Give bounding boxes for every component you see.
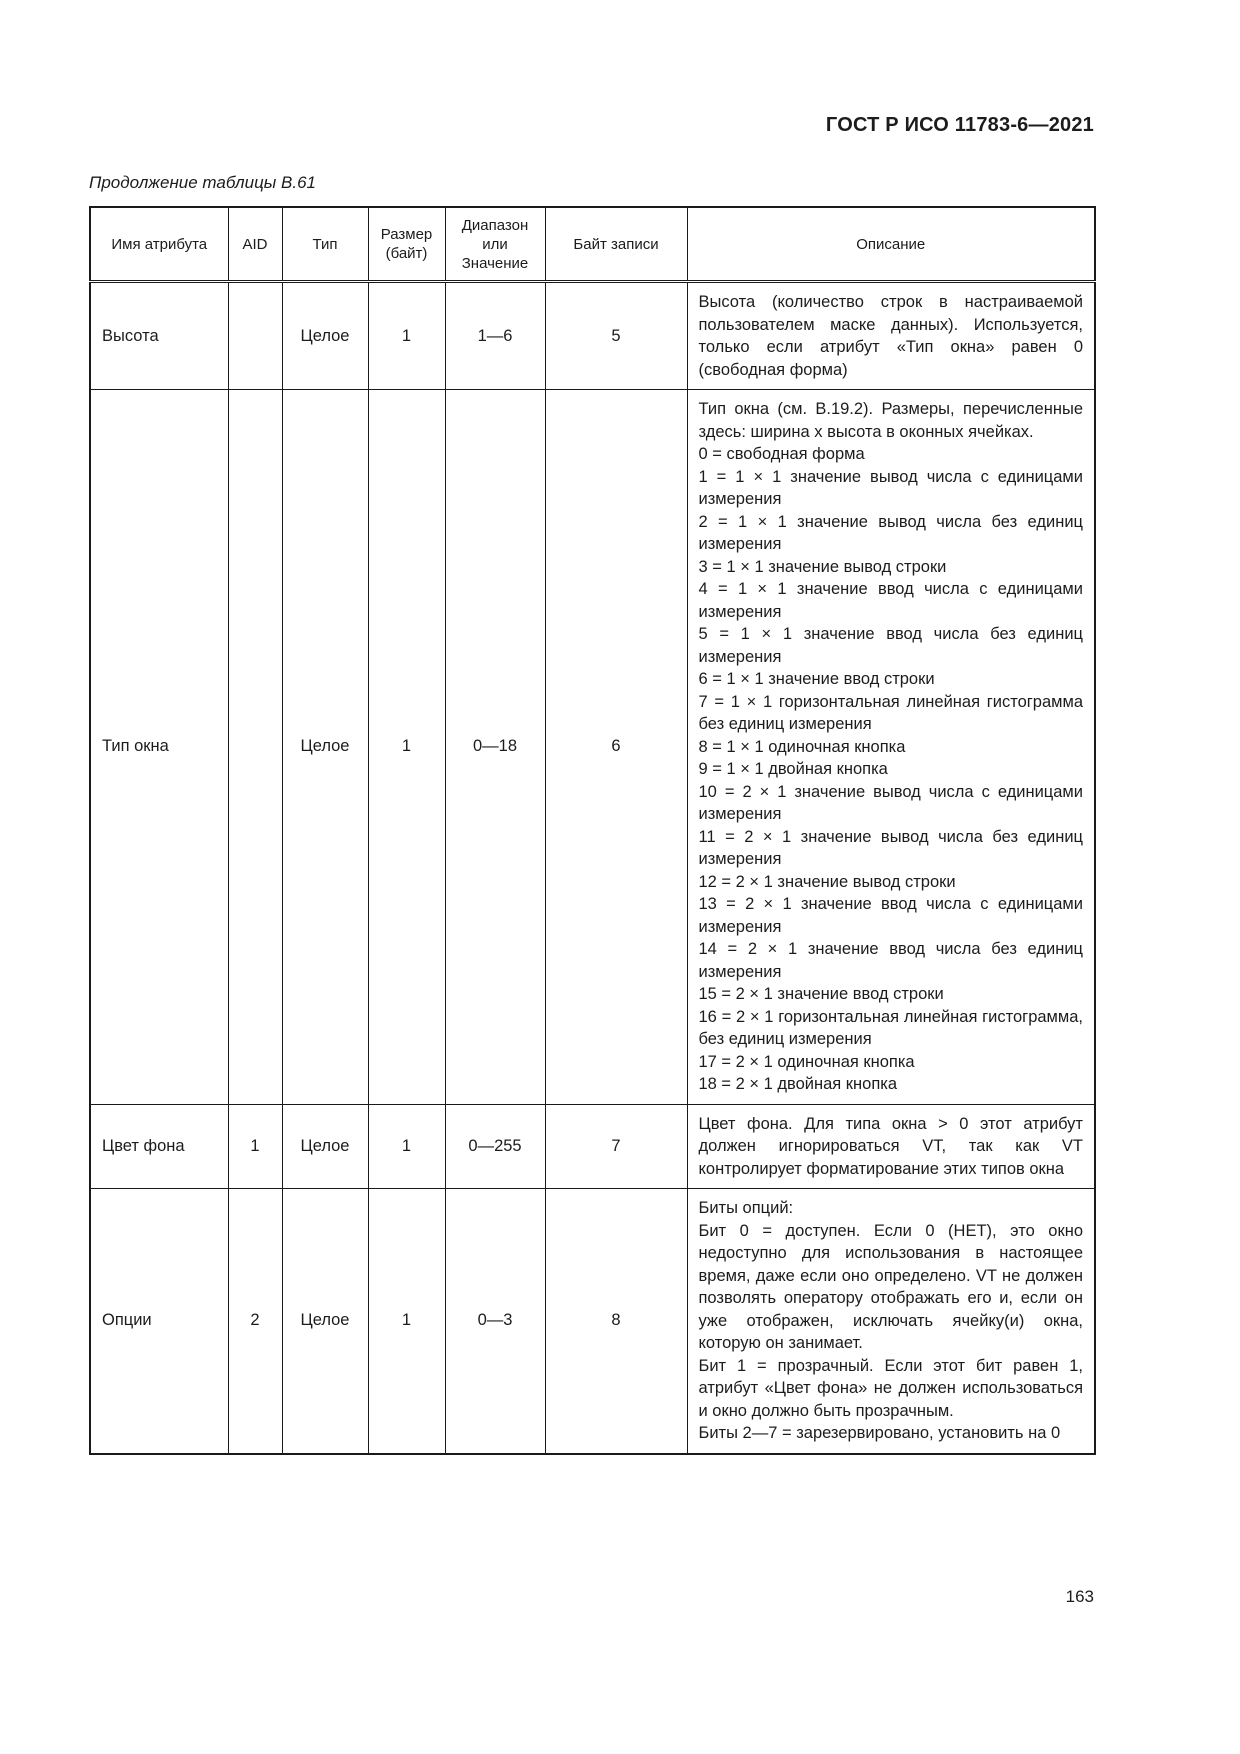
cell-attribute-name: Тип окна bbox=[90, 390, 228, 1105]
document-code: ГОСТ Р ИСО 11783-6—2021 bbox=[825, 114, 1094, 136]
column-header: AID bbox=[228, 207, 282, 282]
column-header: Диапазон или Значение bbox=[445, 207, 545, 282]
cell-attribute-name: Высота bbox=[90, 282, 228, 390]
description-line: 17 = 2 × 1 одиночная кнопка bbox=[698, 1052, 915, 1071]
cell-description bbox=[687, 390, 1095, 1105]
cell-record-byte: 6 bbox=[545, 390, 687, 1105]
description-line: Биты 2—7 = зарезервировано, установить на 0 bbox=[698, 1424, 1061, 1442]
description-line: 18 = 2 × 1 двойная кнопка bbox=[698, 1075, 898, 1093]
cell-range: 1—6 bbox=[445, 282, 545, 390]
cell-record-byte: 5 bbox=[545, 282, 687, 390]
cell-record-byte: 8 bbox=[545, 1189, 687, 1454]
cell-record-byte: 7 bbox=[545, 1104, 687, 1189]
description-line: 5 = 1 × 1 значение ввод числа без единиц измерения bbox=[698, 625, 1083, 666]
cell-type: Целое bbox=[282, 390, 368, 1105]
description-line: 9 = 1 × 1 двойная кнопка bbox=[698, 760, 888, 778]
cell-aid: 1 bbox=[228, 1104, 282, 1189]
cell-aid bbox=[228, 390, 282, 1105]
cell-aid bbox=[228, 282, 282, 390]
cell-range: 0—18 bbox=[445, 390, 545, 1105]
description-line: 7 = 1 × 1 горизонтальная линейная гистограмма без единиц измерения bbox=[698, 692, 1083, 733]
description-line: Тип окна (см. В.19.2). Размеры, перечисленные здесь: ширина х высота в оконных ячейках. bbox=[698, 400, 1083, 441]
table-caption: Продолжение таблицы В.61 bbox=[89, 173, 317, 192]
description-line: 2 = 1 × 1 значение вывод числа без единиц измерения bbox=[698, 512, 1083, 553]
cell-range: 0—255 bbox=[445, 1104, 545, 1189]
column-header: Имя атрибута bbox=[90, 207, 228, 282]
cell-attribute-name: Цвет фона bbox=[90, 1104, 228, 1189]
cell-attribute-name: Опции bbox=[90, 1189, 228, 1454]
cell-size: 1 bbox=[368, 1104, 445, 1189]
description-line: 3 = 1 × 1 значение вывод строки bbox=[698, 557, 947, 576]
column-header: Размер (байт) bbox=[368, 207, 445, 282]
table-row bbox=[90, 282, 1095, 390]
column-header: Тип bbox=[282, 207, 368, 282]
cell-type: Целое bbox=[282, 1189, 368, 1454]
table-row bbox=[90, 1104, 1095, 1189]
cell-description bbox=[687, 1189, 1095, 1454]
cell-description bbox=[687, 282, 1095, 390]
table-header-row bbox=[90, 207, 1095, 282]
description-line: Бит 0 = доступен. Если 0 (НЕТ), это окно недоступно для использования в настоящее время, даже если оно определено. VT не должен позволять оператору отображать его и, если он уже отображен, исключать ячейку(и) окна, которую он занимает. bbox=[698, 1221, 1083, 1352]
description-line: 12 = 2 × 1 значение вывод строки bbox=[698, 872, 956, 891]
attributes-table bbox=[89, 206, 1096, 1455]
table-row bbox=[90, 1189, 1095, 1454]
description-line: Бит 1 = прозрачный. Если этот бит равен 1, атрибут «Цвет фона» не должен использоваться и окно должно быть прозрачным. bbox=[698, 1356, 1083, 1420]
cell-range: 0—3 bbox=[445, 1189, 545, 1454]
description-line: 6 = 1 × 1 значение ввод строки bbox=[698, 670, 935, 688]
cell-size: 1 bbox=[368, 282, 445, 390]
description-line: 13 = 2 × 1 значение ввод числа с единицами измерения bbox=[698, 895, 1083, 936]
cell-size: 1 bbox=[368, 1189, 445, 1454]
description-line: 4 = 1 × 1 значение ввод числа с единицами измерения bbox=[698, 580, 1083, 621]
cell-type: Целое bbox=[282, 1104, 368, 1189]
cell-description bbox=[687, 1104, 1095, 1189]
description-line: Высота (количество строк в настраиваемой пользователем маске данных). Используется, только если атрибут «Тип окна» равен 0 (свободная форма) bbox=[698, 293, 1083, 379]
page-number: 163 bbox=[1065, 1587, 1094, 1606]
description-line: 14 = 2 × 1 значение ввод числа без единиц измерения bbox=[698, 940, 1083, 981]
description-line: 11 = 2 × 1 значение вывод числа без единиц измерения bbox=[698, 827, 1083, 868]
description-line: 1 = 1 × 1 значение вывод числа с единицами измерения bbox=[698, 467, 1083, 508]
description-line: Цвет фона. Для типа окна > 0 этот атрибут должен игнорироваться VT, так как VT контролирует форматирование этих типов окна bbox=[698, 1114, 1083, 1178]
description-line: 10 = 2 × 1 значение вывод числа с единицами измерения bbox=[698, 782, 1083, 823]
description-line: 16 = 2 × 1 горизонтальная линейная гистограмма, без единиц измерения bbox=[698, 1007, 1083, 1048]
column-header: Описание bbox=[687, 207, 1095, 282]
column-header: Байт записи bbox=[545, 207, 687, 282]
description-line: 15 = 2 × 1 значение ввод строки bbox=[698, 985, 944, 1003]
cell-size: 1 bbox=[368, 390, 445, 1105]
description-line: 8 = 1 × 1 одиночная кнопка bbox=[698, 737, 906, 756]
cell-type: Целое bbox=[282, 282, 368, 390]
description-line: Биты опций: bbox=[698, 1199, 794, 1217]
description-line: 0 = свободная форма bbox=[698, 445, 865, 463]
table-row bbox=[90, 390, 1095, 1105]
cell-aid: 2 bbox=[228, 1189, 282, 1454]
